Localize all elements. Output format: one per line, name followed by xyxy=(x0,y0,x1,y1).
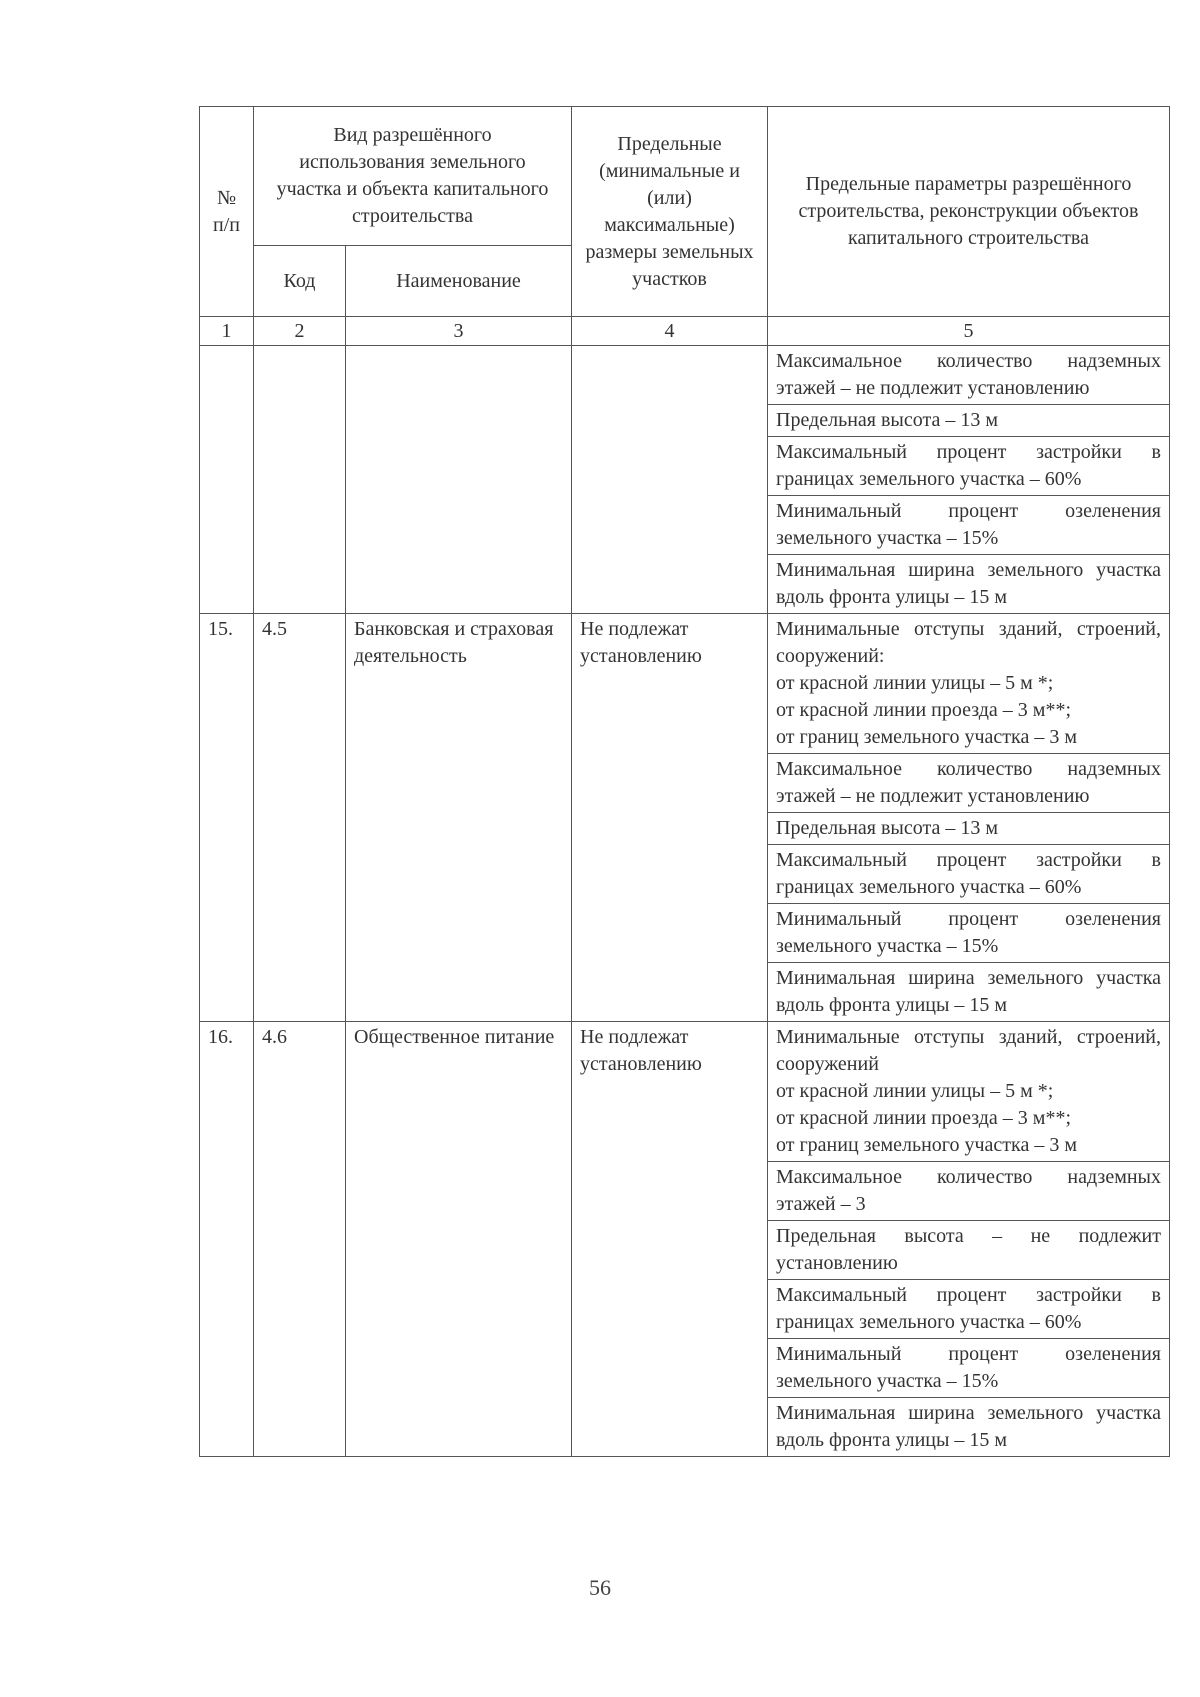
param-item: Минимальный процент озеленения земельного участка – 15% xyxy=(768,1338,1169,1397)
header-num: № п/п xyxy=(200,107,254,317)
page-number: 56 xyxy=(589,1575,611,1600)
param-item: Максимальное количество надземных этажей – не подлежит установлению xyxy=(768,753,1169,812)
table-row xyxy=(200,1022,1170,1457)
header-row xyxy=(200,107,1170,246)
cell-sizes xyxy=(572,346,768,614)
param-item: Минимальные отступы зданий, строений, сооружений от красной линии улицы – 5 м *; от красной линии проезда – 3 м**; от границ земельного участка – 3 м xyxy=(776,1026,1161,1156)
param-item: Минимальный процент озеленения земельного участка – 15% xyxy=(768,495,1169,554)
param-item: Минимальная ширина земельного участка вдоль фронта улицы – 15 м xyxy=(768,554,1169,613)
header-params: Предельные параметры разрешённого строительства, реконструкции объектов капитального строительства xyxy=(768,107,1170,317)
param-item: Минимальная ширина земельного участка вдоль фронта улицы – 15 м xyxy=(768,962,1169,1021)
row-number: 16. xyxy=(200,1022,254,1457)
param-item: Максимальное количество надземных этажей – 3 xyxy=(768,1161,1169,1220)
header-sizes: Предельные (минимальные и (или) максимальные) размеры земельных участков xyxy=(572,107,768,317)
row-params xyxy=(768,1022,1170,1457)
cell-num xyxy=(200,346,254,614)
header-name: Наименование xyxy=(346,246,572,317)
param-item: Предельная высота – 13 м xyxy=(768,812,1169,844)
row-name: Общественное питание xyxy=(346,1022,572,1457)
row-name: Банковская и страховая деятельность xyxy=(346,614,572,1022)
column-number-row xyxy=(200,317,1170,346)
column-number: 4 xyxy=(572,317,768,346)
row-code: 4.6 xyxy=(254,1022,346,1457)
column-number: 2 xyxy=(254,317,346,346)
row-sizes: Не подлежат установлению xyxy=(572,1022,768,1457)
header-use-type: Вид разрешённого использования земельного участка и объекта капитального строительства xyxy=(254,107,572,246)
column-number: 5 xyxy=(768,317,1170,346)
row-code: 4.5 xyxy=(254,614,346,1022)
header-code: Код xyxy=(254,246,346,317)
continuation-row xyxy=(200,346,1170,614)
cell-code xyxy=(254,346,346,614)
column-number: 3 xyxy=(346,317,572,346)
row-sizes: Не подлежат установлению xyxy=(572,614,768,1022)
param-item: Максимальный процент застройки в границах земельного участка – 60% xyxy=(768,436,1169,495)
row-params xyxy=(768,614,1170,1022)
land-use-table xyxy=(199,106,1170,1457)
column-number: 1 xyxy=(200,317,254,346)
param-item: Максимальный процент застройки в границах земельного участка – 60% xyxy=(768,1279,1169,1338)
param-item: Предельная высота – 13 м xyxy=(768,404,1169,436)
param-item: Предельная высота – не подлежит установлению xyxy=(768,1220,1169,1279)
cell-name xyxy=(346,346,572,614)
param-item: Минимальная ширина земельного участка вдоль фронта улицы – 15 м xyxy=(768,1397,1169,1456)
row-number: 15. xyxy=(200,614,254,1022)
cell-params xyxy=(768,346,1170,614)
param-item: Максимальное количество надземных этажей – не подлежит установлению xyxy=(776,350,1161,399)
param-item: Максимальный процент застройки в границах земельного участка – 60% xyxy=(768,844,1169,903)
table-row xyxy=(200,614,1170,1022)
param-item: Минимальные отступы зданий, строений, сооружений: от красной линии улицы – 5 м *; от красной линии проезда – 3 м**; от границ земельного участка – 3 м xyxy=(776,618,1161,748)
param-item: Минимальный процент озеленения земельного участка – 15% xyxy=(768,903,1169,962)
